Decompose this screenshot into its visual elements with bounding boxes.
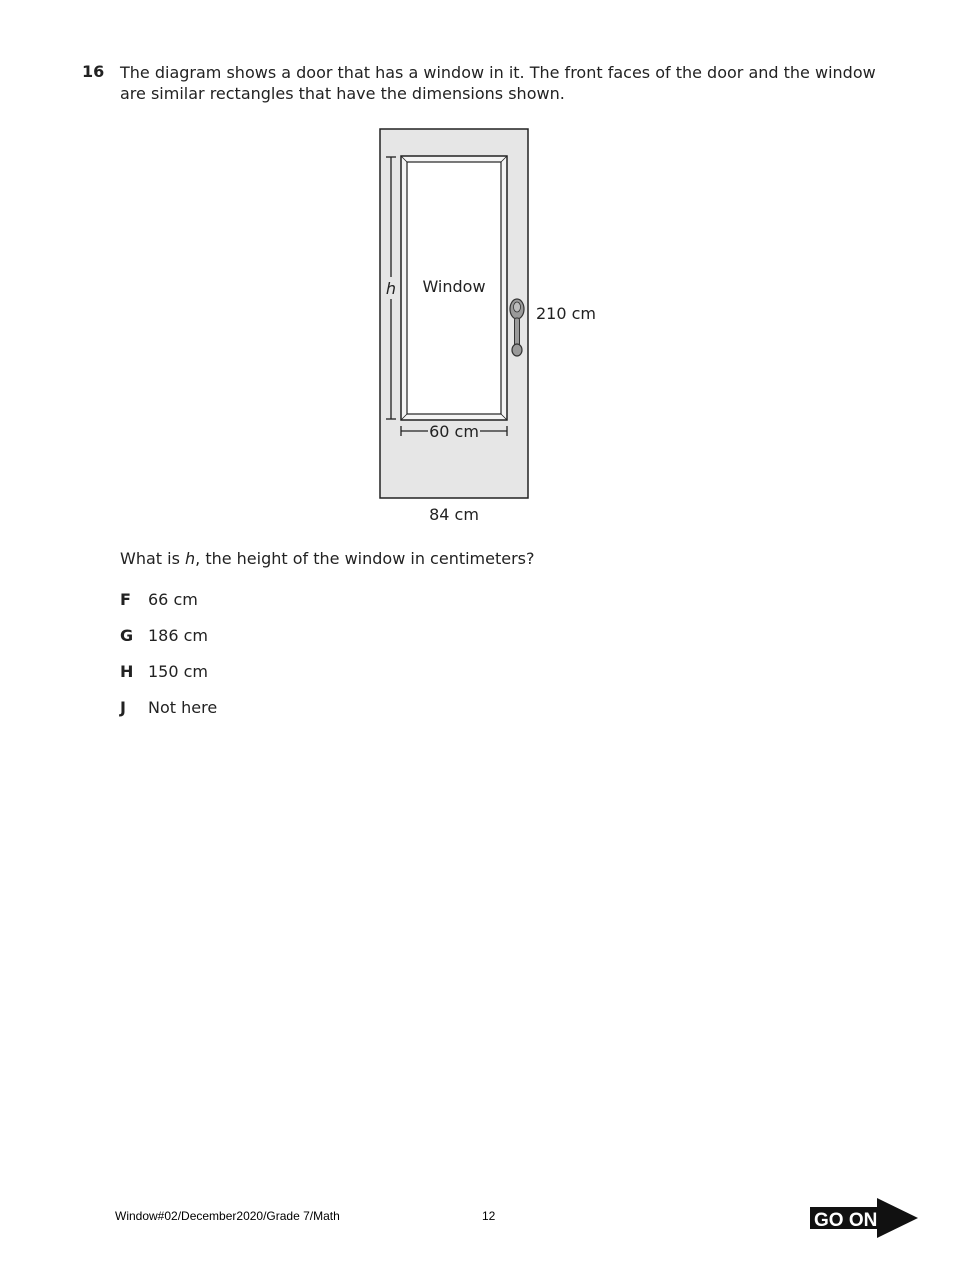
footer-form-code: Window#02/December2020/Grade 7/Math <box>115 1209 340 1223</box>
question-number: 16 <box>82 62 105 81</box>
answer-choice-h[interactable] <box>120 662 208 681</box>
h-label: h <box>385 279 397 298</box>
choice-text: 150 cm <box>148 662 209 681</box>
window-width-label: 60 cm <box>429 422 479 441</box>
choice-text: 66 cm <box>148 590 198 609</box>
prompt-before: What is <box>120 549 185 568</box>
choice-letter: J <box>120 698 126 717</box>
prompt-variable: h <box>185 549 196 568</box>
answer-choice-f[interactable] <box>120 590 198 609</box>
window-label: Window <box>422 277 486 296</box>
go-on-indicator <box>809 1197 919 1243</box>
choice-text: Not here <box>148 698 218 717</box>
choice-letter: H <box>120 662 134 681</box>
door-width-label: 84 cm <box>429 505 479 524</box>
door-diagram-svg <box>370 120 630 530</box>
question-prompt <box>120 549 535 568</box>
door-height-label: 210 cm <box>536 304 597 323</box>
question-text: The diagram shows a door that has a window in it. The front faces of the door and the window are similar rectangles that have the dimensions shown. <box>120 63 876 103</box>
answer-choice-j[interactable] <box>120 698 217 717</box>
choice-letter: G <box>120 626 134 645</box>
choice-letter: F <box>120 590 131 609</box>
answer-choice-g[interactable] <box>120 626 208 645</box>
go-on-arrow-icon <box>809 1197 919 1239</box>
choice-text: 186 cm <box>148 626 209 645</box>
prompt-after: , the height of the window in centimeters? <box>195 549 535 568</box>
page-number: 12 <box>482 1209 496 1223</box>
door-diagram <box>370 120 630 534</box>
go-on-label: GO ON <box>814 1210 878 1231</box>
